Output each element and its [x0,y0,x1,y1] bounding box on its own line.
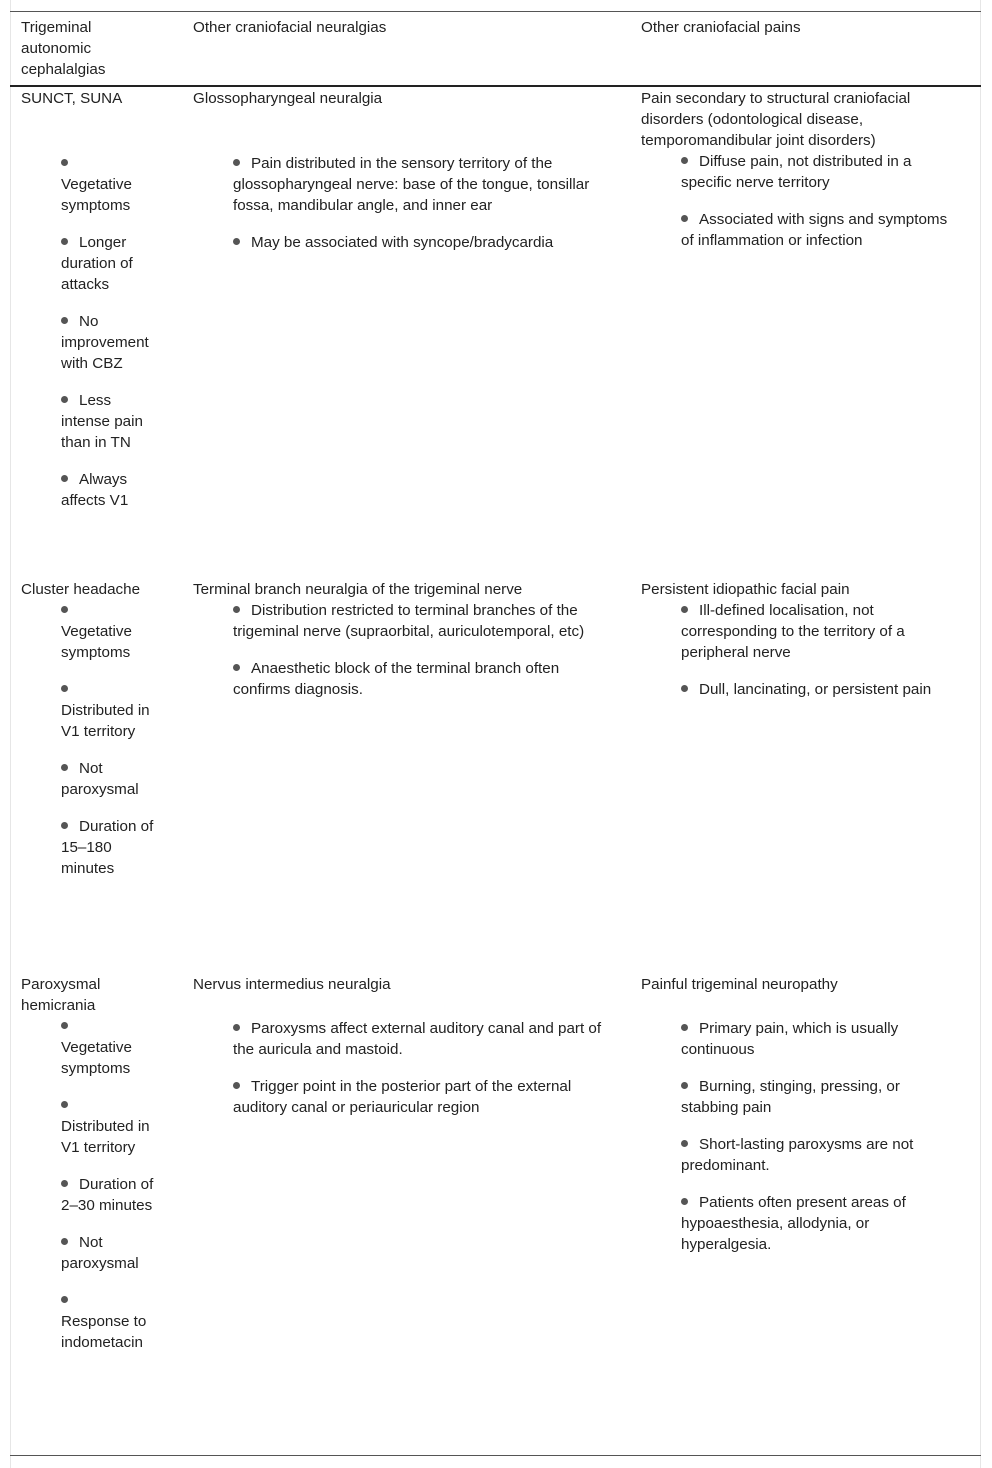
bullet-icon [61,685,68,692]
list-item: Always affects V1 [61,471,129,509]
cell-title: Glossopharyngeal neuralgia [193,90,383,107]
bullet-icon [61,1022,68,1029]
column-header-trigeminal-autonomic-cephalalgias: Trigeminal autonomic cephalalgias [21,19,106,78]
list-item: Anaesthetic block of the terminal branch often confirms diagnosis. [233,660,560,698]
bullet-list [233,153,605,253]
bullet-icon [61,317,68,324]
table-header-rule [10,85,981,87]
table-cell [641,88,961,251]
list-item: Duration of 2–30 minutes [61,1176,154,1214]
table-cell [193,579,605,700]
table-cell [21,88,161,511]
table-cell [21,579,161,879]
table-top-rule [10,11,981,12]
bullet-icon [233,1082,240,1089]
bullet-icon [61,1238,68,1245]
list-item: Pain distributed in the sensory territory of the glossopharyngeal nerve: base of the tongue, tonsillar fossa, mandibular angle, and inner ear [233,155,590,214]
bullet-list [681,1018,961,1255]
bullet-list [61,153,157,511]
list-item: May be associated with syncope/bradycardia [233,232,605,253]
list-item: Diffuse pain, not distributed in a specific nerve territory [681,153,912,191]
table-cell [641,974,961,1255]
list-item: Distributed in V1 territory [61,1095,157,1158]
cell-title: Terminal branch neuralgia of the trigeminal nerve [193,581,523,598]
bullet-icon [681,606,688,613]
cell-title: Cluster headache [21,581,141,598]
list-item: Duration of 15–180 minutes [61,818,154,877]
bullet-icon [233,1024,240,1031]
table-bottom-rule [10,1455,981,1456]
bullet-icon [61,764,68,771]
bullet-icon [681,1082,688,1089]
list-item: No improvement with CBZ [61,313,149,372]
bullet-icon [61,606,68,613]
list-item: Less intense pain than in TN [61,392,143,451]
bullet-icon [61,822,68,829]
list-item: Vegetative symptoms [61,600,157,663]
bullet-icon [681,1140,688,1147]
column-header-other-craniofacial-neuralgias: Other craniofacial neuralgias [193,19,387,36]
cell-title: Nervus intermedius neuralgia [193,976,391,993]
bullet-list [233,1018,605,1118]
bullet-icon [233,664,240,671]
cell-title: Painful trigeminal neuropathy [641,976,838,993]
list-item: Longer duration of attacks [61,234,133,293]
table-cell [641,579,961,700]
bullet-icon [61,475,68,482]
bullet-icon [681,157,688,164]
bullet-icon [681,1198,688,1205]
bullet-icon [681,1024,688,1031]
bullet-icon [233,606,240,613]
bullet-icon [61,1101,68,1108]
bullet-list [681,151,961,251]
list-item: Paroxysms affect external auditory canal and part of the auricula and mastoid. [233,1020,602,1058]
table-cell [21,974,161,1353]
list-item: Short-lasting paroxysms are not predominant. [681,1136,914,1174]
list-item: Burning, stinging, pressing, or stabbing pain [681,1078,900,1116]
bullet-icon [61,1180,68,1187]
list-item: Patients often present areas of hypoaesthesia, allodynia, or hyperalgesia. [681,1194,906,1253]
table-cell [193,88,605,253]
column-header-other-craniofacial-pains: Other craniofacial pains [641,19,801,36]
bullet-icon [61,238,68,245]
list-item: Vegetative symptoms [61,153,157,216]
bullet-icon [61,396,68,403]
list-item: Primary pain, which is usually continuous [681,1020,899,1058]
bullet-list [61,1016,157,1353]
cell-title: Paroxysmal hemicrania [21,976,101,1014]
list-item: Distributed in V1 territory [61,679,157,742]
list-item: Not paroxysmal [61,1234,139,1272]
list-item: Vegetative symptoms [61,1016,157,1079]
list-item: Not paroxysmal [61,760,139,798]
list-item: Associated with signs and symptoms of inflammation or infection [681,211,948,249]
bullet-list [61,600,157,879]
cell-title: Pain secondary to structural craniofacial disorders (odontological disease, temporomandibular joint disorders) [641,90,911,149]
bullet-icon [681,685,688,692]
bullet-icon [61,1296,68,1303]
list-item: Response to indometacin [61,1290,157,1353]
bullet-list [681,600,961,700]
list-item: Distribution restricted to terminal branches of the trigeminal nerve (supraorbital, auriculotemporal, etc) [233,602,585,640]
bullet-list [233,600,605,700]
table-cell [193,974,605,1118]
list-item: Ill-defined localisation, not corresponding to the territory of a peripheral nerve [681,602,905,661]
cell-title: SUNCT, SUNA [21,90,123,107]
bullet-icon [233,159,240,166]
cell-title: Persistent idiopathic facial pain [641,581,850,598]
bullet-icon [681,215,688,222]
bullet-icon [61,159,68,166]
list-item: Trigger point in the posterior part of the external auditory canal or periauricular region [233,1078,572,1116]
bullet-icon [233,238,240,245]
list-item: Dull, lancinating, or persistent pain [681,679,961,700]
